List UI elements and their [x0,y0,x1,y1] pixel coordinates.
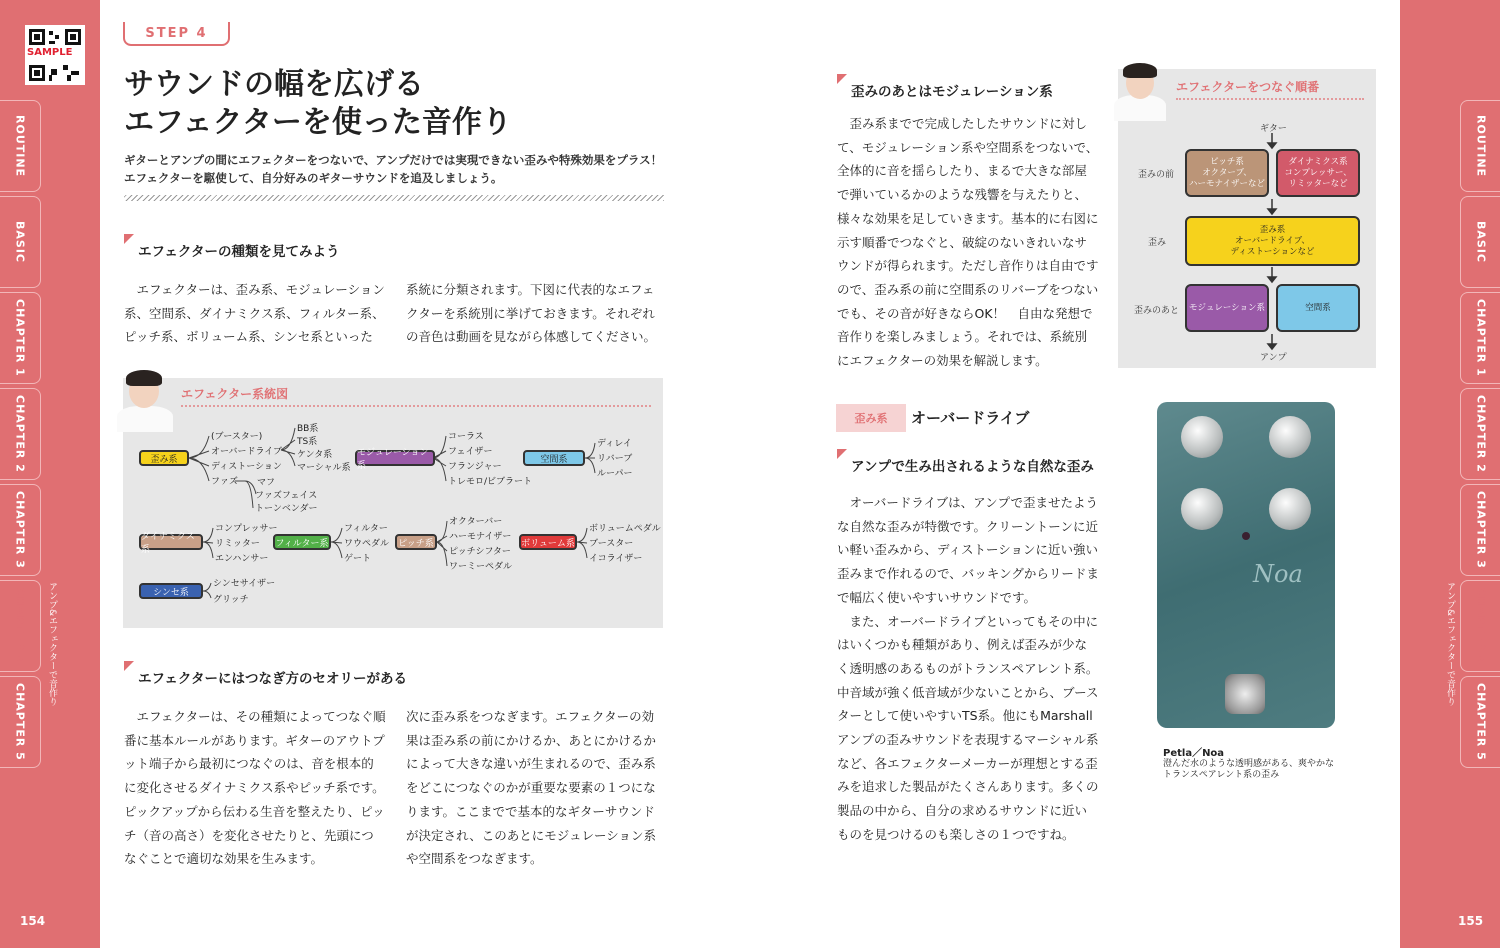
tree-title: エフェクター系統図 [181,387,289,401]
chain-title: エフェクターをつなぐ順番 [1176,80,1320,94]
section-heading: 歪みのあとはモジュレーション系 [837,80,1053,100]
tree-node-pitch: ピッチ系 [395,534,437,550]
chain-node-pitch: ピッチ系 オクターブ、 ハーモナイザーなど [1185,149,1269,197]
tree-leaf: トレモロ/ビブラート [448,477,533,487]
tab-chapter2[interactable]: CHAPTER 2 [1460,388,1500,480]
tab-chapter4[interactable]: CHAPTER 4 [1460,580,1500,672]
tree-leaf: ワウペダル [344,539,390,549]
effector-tree-panel [123,378,663,628]
lead-text: ギターとアンプの間にエフェクターをつないで、アンプだけでは実現できない歪みや特殊効果をプラス！ エフェクターを駆使して、自分好みのギターサウンドを追及しましょう。 [124,153,663,185]
tree-leaf: フランジャー [448,462,502,472]
tree-leaf: フィルター [344,524,388,534]
chain-row-label: 歪みのあと [1134,306,1180,316]
left-sidebar [0,0,100,948]
tab-chapter2[interactable]: CHAPTER 2 [0,388,41,480]
pedal-logo: Noa [1253,560,1303,588]
tree-node-space: 空間系 [523,450,585,466]
sample-watermark: SAMPLE [27,47,73,58]
body-text: また、オーバードライブといってもその中にはいくつかも種類があり、例えば歪みが少なく透明感のあるものがトランスペアレント系。中音域が強く低音域が少ないことから、ブースターとして使いやすいTS系。他にもMarshallアンプの歪みサウンドを表現するマーシャル系など、各エフェクターメーカーが理想とする歪みを追求した製品がたくさんあります。多くの製品の中から、自分の求めるサウンドに近いものを見つけるのも楽しさの１つですね。 [837,613,1099,842]
pedal-photo [1157,402,1335,728]
tree-leaf: ハーモナイザー [449,532,512,542]
photo-caption [1163,748,1338,781]
qr-code[interactable] [25,25,85,85]
tree-leaf: ゲート [344,554,372,564]
tab-routine[interactable]: ROUTINE [1460,100,1500,192]
tree-leaf: オクターバー [449,517,503,527]
section-heading: アンプで生み出されるような自然な歪み [837,455,1094,475]
tree-leaf: ファズフェイス [255,491,318,501]
tab-chapter3[interactable]: CHAPTER 3 [0,484,41,576]
body-text: エフェクターは、歪み系、モジュレーション系、空間系、ダイナミクス系、フィルター系、ピッチ系、ボリューム系、シンセ系といった [124,282,385,345]
chain-node-modulation: モジュレーション系 [1185,284,1269,332]
tab-chapter1[interactable]: CHAPTER 1 [0,292,41,384]
tree-node-volume: ボリューム系 [519,534,577,550]
led-indicator [1242,532,1250,540]
tree-leaf: トーンベンダー [255,504,318,514]
tree-leaf: エンハンサー [215,554,269,564]
section-heading: エフェクターにはつなぎ方のセオリーがある [124,667,407,687]
chain-amp-label: アンプ [1260,353,1287,363]
tab-routine[interactable]: ROUTINE [0,100,41,192]
tab-chapter4[interactable]: CHAPTER 4 [0,580,41,672]
body-text: 次に歪み系をつなぎます。エフェクターの効果は歪み系の前にかけるか、あとにかけるかによって大きな違いが生まれるので、歪み系をどこにつなぐのかが重要な要素の１つになります。ここまでで基本的なギターサウンドが決定され、このあとにモジュレーション系や空間系をつなぎます。 [406,709,657,867]
tree-leaf: マフ [257,478,276,488]
page-number: 154 [20,914,46,928]
section-heading: エフェクターの種類を見てみよう [124,240,340,260]
chain-node-space: 空間系 [1276,284,1360,332]
chapter-side-caption: アンプ&エフェクターで音作り [47,582,57,707]
knob [1181,416,1223,458]
tree-leaf: フェイザー [448,447,493,457]
tree-leaf: (ブースター) [211,432,263,442]
tab-basic[interactable]: BASIC [1460,196,1500,288]
tab-chapter3[interactable]: CHAPTER 3 [1460,484,1500,576]
footswitch [1225,674,1265,714]
chain-guitar-label: ギター [1260,124,1287,134]
tree-leaf: マーシャル系 [297,463,351,473]
tab-basic[interactable]: BASIC [0,196,41,288]
tree-leaf: ルーパー [597,469,633,479]
triangle-icon [124,234,134,244]
tree-leaf: イコライザー [589,554,643,564]
tree-leaf: ディストーション [211,462,282,472]
tree-leaf: リバーブ [597,454,633,464]
tree-leaf: TS系 [297,437,318,447]
tree-node-synth: シンセ系 [139,583,203,599]
divider [124,195,664,201]
triangle-icon [837,449,847,459]
tree-leaf: ファズ [211,477,238,487]
body-text-block [837,491,1099,847]
tree-leaf: オーバードライブ [211,447,283,457]
body-text: 系統に分類されます。下図に代表的なエフェクターを系統別に挙げておきます。それぞれの音色は動画を見ながら体感してください。 [406,282,657,345]
body-text: オーバードライブは、アンプで歪ませたような自然な歪みが特徴です。クリーントーンに近い軽い歪みから、ディストーションに近い強い歪みまで作れるので、バッキングからリードまで幅広く使いやすいサウンドです。 [837,495,1099,605]
tree-leaf: グリッチ [213,595,249,605]
category-badge: 歪み系 [836,404,906,432]
triangle-icon [837,74,847,84]
chain-row-label: 歪みの前 [1138,170,1175,180]
page-number: 155 [1458,914,1484,928]
tree-node-dynamics: ダイナミクス系 [139,534,203,550]
tree-leaf: ケンタ系 [297,450,333,460]
step-label: STEP 4 [123,22,230,46]
tab-chapter5[interactable]: CHAPTER 5 [0,676,41,768]
chain-node-dynamics: ダイナミクス系 コンプレッサー、 リミッターなど [1276,149,1360,197]
tree-leaf: BB系 [297,424,319,434]
chain-row-label: 歪み [1148,238,1167,248]
knob [1181,488,1223,530]
tree-leaf: コーラス [448,432,484,442]
tree-leaf: リミッター [215,539,260,549]
tree-leaf: ブースター [589,539,634,549]
tree-node-filter: フィルター系 [273,534,331,550]
body-text: エフェクターは、その種類によってつなぐ順番に基本ルールがあります。ギターのアウトプット端子から最初につなぐのは、音を根本的に変化させるダイナミクス系やピッチ系です。ピックアップから伝わる生音を整えたり、ピッチ（音の高さ）を変化させたりと、先頭につなぐことで適切な効果を生みます。 [124,709,386,867]
tab-chapter1[interactable]: CHAPTER 1 [1460,292,1500,384]
tab-chapter5[interactable]: CHAPTER 5 [1460,676,1500,768]
chain-node-drive: 歪み系 オーバードライブ、 ディストーションなど [1185,216,1360,266]
tree-node-distortion: 歪み系 [139,450,189,466]
effect-subtitle: オーバードライブ [911,409,1030,427]
tree-connectors [123,378,663,628]
tree-leaf: シンセサイザー [213,579,276,589]
body-text: 歪み系までで完成したしたサウンドに対して、モジュレーション系や空間系をつないで、全体的に音を揺らしたり、まるで大きな部屋で弾いているかのような残響を与えたりと、様々な効果を足していきます。基本的に右図に示す順番でつなぐと、破綻のないきれいなサウンドが得られます。ただし音作りは自由ですので、歪み系の前に空間系のリバーブをつないでも、その音が好きならOK！ 自由な発想で音作りを楽しみましょう。それでは、系統別にエフェクターの効果を解説します。 [837,116,1099,369]
knob [1269,416,1311,458]
tree-leaf: ピッチシフター [449,547,511,557]
caption-text: 澄んだ水のような透明感がある、爽やかなトランスペアレント系の歪み [1163,759,1335,780]
page-title: サウンドの幅を広げる エフェクターを使った音作り [124,67,512,140]
knob [1269,488,1311,530]
chapter-side-caption: アンプ&エフェクターで音作り [1445,582,1455,707]
caption-title: Petla／Noa [1163,748,1225,759]
tree-leaf: ワーミーペダル [449,562,513,572]
triangle-icon [124,661,134,671]
tree-leaf: ボリュームペダル [589,524,661,534]
tree-node-modulation: モジュレーション系 [355,450,435,466]
right-sidebar [1400,0,1500,948]
tree-leaf: ディレイ [597,439,632,449]
effector-chain-panel [1118,69,1376,368]
tree-leaf: コンプレッサー [215,524,278,534]
